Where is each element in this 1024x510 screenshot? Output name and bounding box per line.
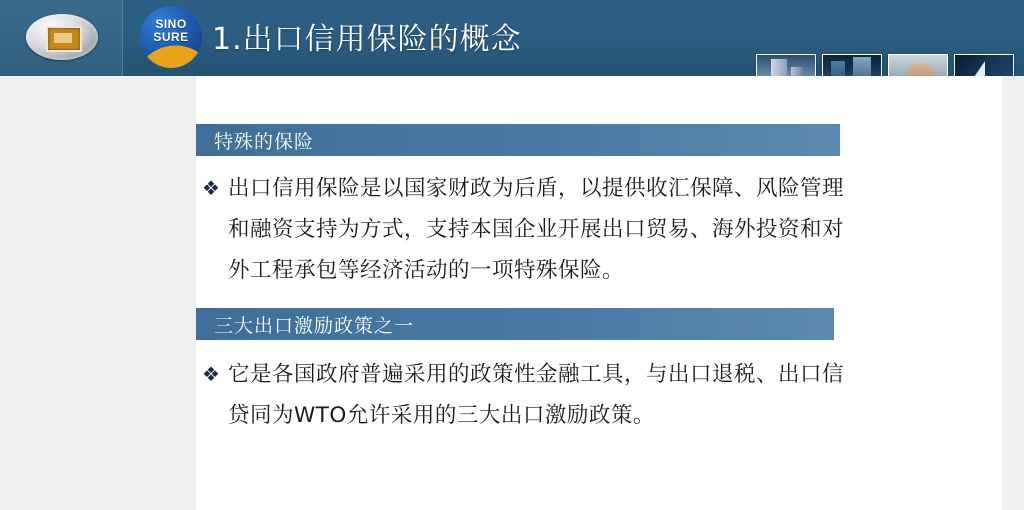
medal-emblem-icon — [26, 14, 98, 60]
section-band-2 — [196, 308, 834, 340]
slide-content — [196, 76, 1002, 510]
diamond-bullet-icon: ❖ — [202, 176, 220, 200]
section-band-1 — [196, 124, 840, 156]
left-margin-strip — [0, 76, 197, 510]
header-left-block — [0, 0, 123, 76]
bullet-item-1 — [202, 168, 862, 291]
logo-text-line2: SURE — [153, 30, 189, 44]
bullet-item-1-text: 出口信用保险是以国家财政为后盾，以提供收汇保障、风险管理和融资支持为方式，支持本国企业开展出口贸易、海外投资和对外工程承包等经济活动的一项特殊保险。 — [228, 176, 845, 283]
medal-emblem-inner-icon — [46, 26, 82, 52]
section-band-1-label: 特殊的保险 — [214, 130, 315, 153]
sinosure-logo — [140, 6, 202, 68]
section-band-2-label: 三大出口激励政策之一 — [214, 314, 415, 337]
right-margin-strip — [1001, 76, 1024, 510]
logo-text — [140, 18, 202, 44]
slide-header — [0, 0, 1024, 76]
logo-text-line1: SINO — [155, 17, 187, 31]
diamond-bullet-icon: ❖ — [202, 362, 220, 386]
bullet-item-2-text: 它是各国政府普遍采用的政策性金融工具，与出口退税、出口信贷同为WTO允许采用的三大出口激励政策。 — [228, 362, 845, 428]
bullet-item-2 — [202, 354, 862, 436]
page-title: 1.出口信用保险的概念 — [212, 22, 522, 57]
